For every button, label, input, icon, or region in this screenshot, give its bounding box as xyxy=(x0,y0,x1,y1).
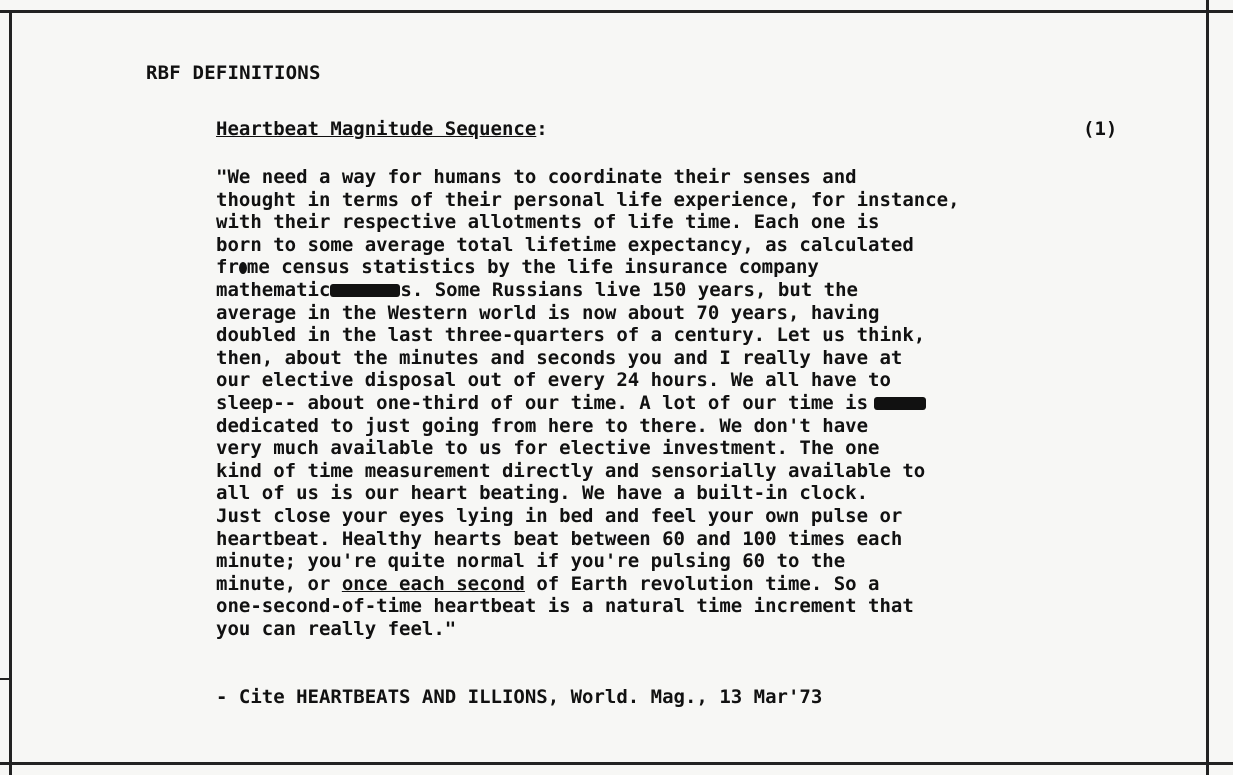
section-title-text: Heartbeat Magnitude Sequence xyxy=(216,118,537,140)
redaction-mark xyxy=(330,284,400,297)
quote-line: all of us is our heart beating. We have a built-in clock. xyxy=(216,482,869,505)
quotation-body xyxy=(216,166,1116,640)
quote-line: dedicated to just going from here to there. We don't have xyxy=(216,414,869,437)
quote-fragment: sleep-- about one-third of our time. A lot of our time is xyxy=(216,391,869,414)
redaction-mark xyxy=(874,397,926,410)
right-border-rule xyxy=(1206,0,1209,775)
section-number: (1) xyxy=(1083,118,1118,140)
quote-line xyxy=(216,279,1116,302)
quote-line xyxy=(216,573,1116,596)
quote-fragment: me census statistics by the life insurance company xyxy=(246,256,819,279)
quote-line: Just close your eyes lying in bed and feel your own pulse or xyxy=(216,504,903,527)
quote-line: minute; you're quite normal if you're pulsing 60 to the xyxy=(216,550,846,573)
quote-line: then, about the minutes and seconds you and I really have at xyxy=(216,346,903,369)
quote-line: "We need a way for humans to coordinate their senses and xyxy=(216,166,857,188)
citation: - Cite HEARTBEATS AND ILLIONS, World. Mag., 13 Mar'73 xyxy=(216,686,823,708)
quote-line: you can really feel." xyxy=(216,617,457,640)
quote-line: doubled in the last three-quarters of a century. Let us think, xyxy=(216,324,926,347)
redaction-mark xyxy=(239,262,247,274)
left-border-rule xyxy=(9,10,12,775)
underlined-phrase: once each second xyxy=(341,572,525,595)
quote-line: average in the Western world is now about 70 years, having xyxy=(216,301,880,324)
quote-line xyxy=(216,392,1116,415)
quote-line: heartbeat. Healthy hearts beat between 60 and 100 times each xyxy=(216,527,903,550)
quote-fragment: fr xyxy=(216,256,239,279)
quote-line: very much available to us for elective investment. The one xyxy=(216,437,880,460)
section-title-colon: : xyxy=(536,118,548,140)
bottom-border-rule xyxy=(0,762,1233,765)
top-border-rule xyxy=(0,10,1233,13)
page-heading: RBF DEFINITIONS xyxy=(146,62,321,84)
quote-line: one-second-of-time heartbeat is a natural time increment that xyxy=(216,595,914,618)
section-title xyxy=(216,118,548,140)
quote-fragment: of Earth revolution time. So a xyxy=(524,572,880,595)
quote-line: thought in terms of their personal life experience, for instance, xyxy=(216,188,960,211)
quote-line: our elective disposal out of every 24 hours. We all have to xyxy=(216,369,891,392)
quote-fragment: mathematic xyxy=(216,278,331,301)
quote-line: kind of time measurement directly and sensorially available to xyxy=(216,459,926,482)
quote-line: born to some average total lifetime expectancy, as calculated xyxy=(216,233,914,256)
quote-fragment: s. Some Russians live 150 years, but the xyxy=(400,278,858,301)
quote-line xyxy=(216,256,1116,279)
quote-fragment: minute, or xyxy=(216,572,342,595)
left-edge-tick xyxy=(0,678,10,680)
quote-line: with their respective allotments of life time. Each one is xyxy=(216,211,880,234)
